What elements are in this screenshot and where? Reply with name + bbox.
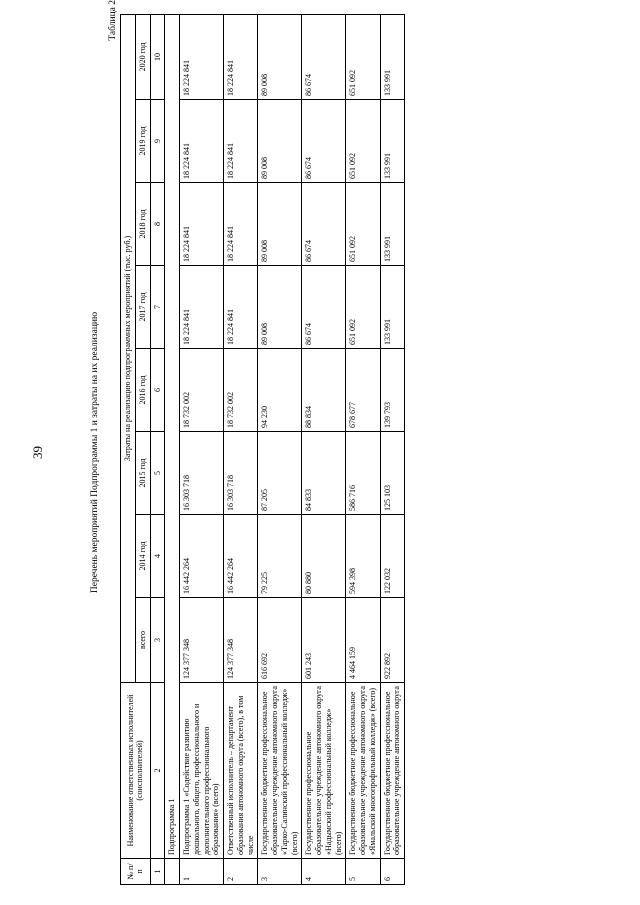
value-cell: 125 103 xyxy=(380,432,405,515)
index-cell: 9 xyxy=(150,100,165,183)
value-cell: 86 674 xyxy=(302,183,346,266)
value-cell: 922 892 xyxy=(380,598,405,683)
value-cell: 86 674 xyxy=(302,14,346,99)
header-no: № п/п xyxy=(121,859,151,885)
value-cell: 651 092 xyxy=(346,14,380,99)
header-year: 2020 год xyxy=(135,14,150,99)
row-name: Ответственный исполнитель – департамент образования автономного округа (всего), в том числе xyxy=(224,683,258,859)
value-cell: 678 677 xyxy=(346,349,380,432)
value-cell: 18 224 841 xyxy=(224,100,258,183)
row-name: Государственное профессиональное образовательное учреждение автономного округа «Надымский профессиональный колледж» (всего) xyxy=(302,683,346,859)
header-year: 2019 год xyxy=(135,100,150,183)
row-name: Подпрограмма 1 «Содействие развитию дошкольного, общего, профессионального и дополнительного профессионального образования» (всего) xyxy=(180,683,224,859)
row-no: 6 xyxy=(380,859,405,885)
value-cell: 16 442 264 xyxy=(224,515,258,598)
value-cell: 133 991 xyxy=(380,100,405,183)
index-cell: 2 xyxy=(150,683,165,859)
row-name: Государственное бюджетное профессиональное образовательное учреждение автономного округа xyxy=(380,683,405,859)
value-cell: 18 224 841 xyxy=(180,14,224,99)
value-cell: 18 224 841 xyxy=(224,14,258,99)
header-row-1 xyxy=(121,14,136,884)
row-no: 1 xyxy=(180,859,224,885)
value-cell: 18 224 841 xyxy=(224,183,258,266)
value-cell: 651 092 xyxy=(346,100,380,183)
value-cell: 601 243 xyxy=(302,598,346,683)
value-cell: 124 377 348 xyxy=(180,598,224,683)
table-row xyxy=(258,14,302,884)
header-year: 2017 год xyxy=(135,266,150,349)
value-cell: 124 377 348 xyxy=(224,598,258,683)
value-cell: 94 230 xyxy=(258,349,302,432)
value-cell: 18 224 841 xyxy=(180,183,224,266)
value-cell: 133 991 xyxy=(380,14,405,99)
value-cell: 87 205 xyxy=(258,432,302,515)
table-row xyxy=(224,14,258,884)
value-cell: 84 833 xyxy=(302,432,346,515)
row-name: Государственное бюджетное профессиональное образовательное учреждение автономного округа «Ямальский многопрофильный колледж» (всего) xyxy=(346,683,380,859)
value-cell: 16 303 718 xyxy=(180,432,224,515)
table-label: Таблица 2 xyxy=(108,0,118,41)
header-year: 2018 год xyxy=(135,183,150,266)
value-cell: 80 880 xyxy=(302,515,346,598)
value-cell: 86 674 xyxy=(302,100,346,183)
header-name: Наименование ответственных исполнителей (соисполнителей) xyxy=(121,683,151,859)
value-cell: 594 398 xyxy=(346,515,380,598)
row-no: 2 xyxy=(224,859,258,885)
value-cell: 616 692 xyxy=(258,598,302,683)
row-no: 5 xyxy=(346,859,380,885)
value-cell: 651 092 xyxy=(346,266,380,349)
value-cell: 89 008 xyxy=(258,183,302,266)
column-index-row xyxy=(150,14,165,884)
value-cell: 16 303 718 xyxy=(224,432,258,515)
index-cell: 7 xyxy=(150,266,165,349)
value-cell: 18 732 002 xyxy=(180,349,224,432)
value-cell: 651 092 xyxy=(346,183,380,266)
value-cell: 89 008 xyxy=(258,14,302,99)
value-cell: 122 032 xyxy=(380,515,405,598)
row-no: 3 xyxy=(258,859,302,885)
value-cell: 89 008 xyxy=(258,100,302,183)
value-cell: 79 225 xyxy=(258,515,302,598)
value-cell: 4 464 159 xyxy=(346,598,380,683)
value-cell: 18 224 841 xyxy=(180,100,224,183)
value-cell: 89 008 xyxy=(258,266,302,349)
value-cell: 16 442 264 xyxy=(180,515,224,598)
header-year: 2014 год xyxy=(135,515,150,598)
section-title: Подпрограмма 1 xyxy=(165,14,180,858)
value-cell: 133 991 xyxy=(380,266,405,349)
value-cell: 18 732 002 xyxy=(224,349,258,432)
index-cell: 6 xyxy=(150,349,165,432)
header-year: 2015 год xyxy=(135,432,150,515)
header-total: всего xyxy=(135,598,150,683)
row-name: Государственное бюджетное профессиональное образовательное учреждение автономного округа «Тарко-Салинский профессиональный колледж» (всего) xyxy=(258,683,302,859)
section-row xyxy=(165,14,180,884)
page-number: 39 xyxy=(30,446,45,459)
index-cell: 10 xyxy=(150,14,165,99)
table-row xyxy=(380,14,405,884)
table-caption: Перечень мероприятий Подпрограммы 1 и затраты на их реализацию xyxy=(90,311,100,594)
value-cell: 18 224 841 xyxy=(224,266,258,349)
value-cell: 86 674 xyxy=(302,266,346,349)
value-cell: 88 834 xyxy=(302,349,346,432)
table-row xyxy=(302,14,346,884)
table-row xyxy=(180,14,224,884)
value-cell: 18 224 841 xyxy=(180,266,224,349)
value-cell: 586 716 xyxy=(346,432,380,515)
index-cell: 1 xyxy=(150,859,165,885)
table-row xyxy=(346,14,380,884)
header-costs-group: Затраты на реализацию подпрограммных мероприятий (тыс. руб.) xyxy=(121,14,136,682)
costs-table xyxy=(120,14,405,885)
section-no-cell xyxy=(165,859,180,885)
row-no: 4 xyxy=(302,859,346,885)
index-cell: 3 xyxy=(150,598,165,683)
value-cell: 133 991 xyxy=(380,183,405,266)
value-cell: 139 793 xyxy=(380,349,405,432)
header-year: 2016 год xyxy=(135,349,150,432)
index-cell: 8 xyxy=(150,183,165,266)
index-cell: 4 xyxy=(150,515,165,598)
index-cell: 5 xyxy=(150,432,165,515)
